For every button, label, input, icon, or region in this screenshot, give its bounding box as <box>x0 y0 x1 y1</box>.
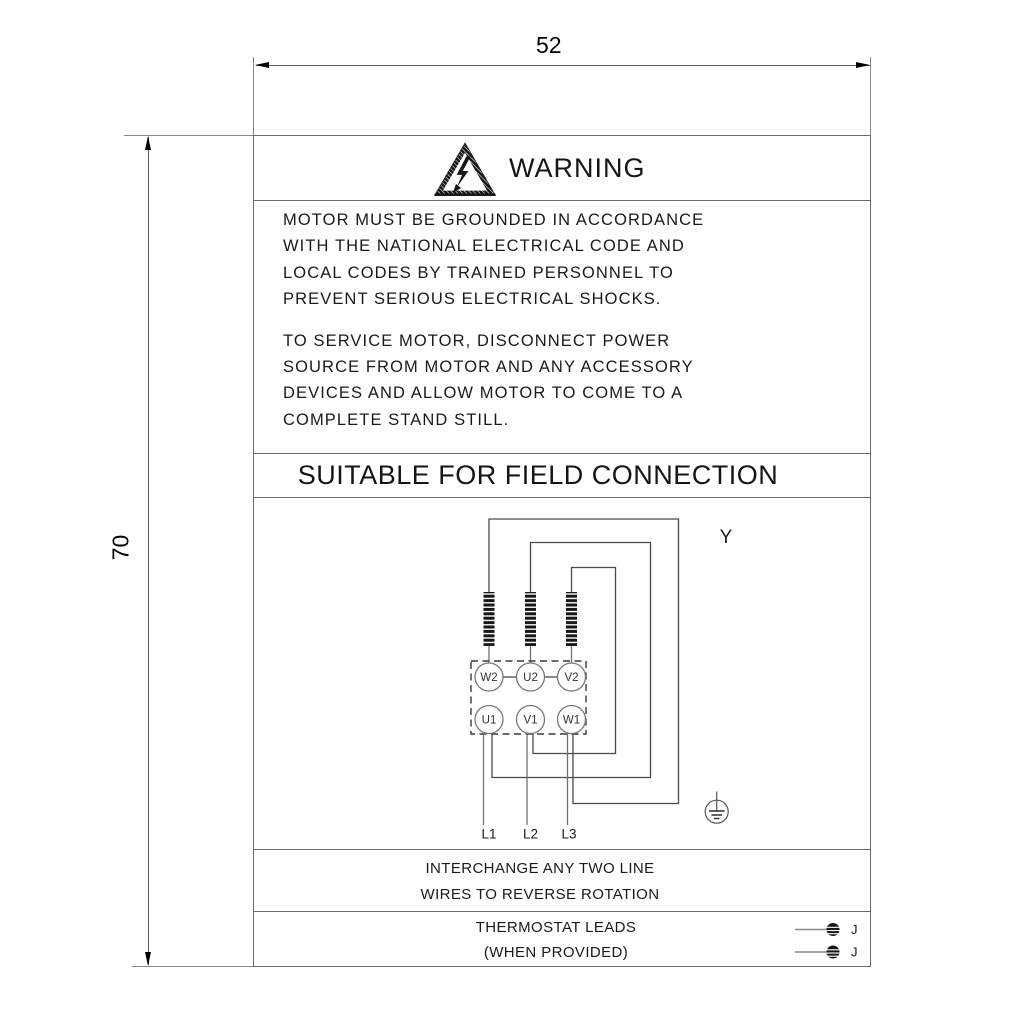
dimension-arrow-up-icon <box>145 136 151 150</box>
line-label-l2: L2 <box>522 826 539 842</box>
text-line: LOCAL CODES BY TRAINED PERSONNEL TO <box>283 263 674 282</box>
terminal-label-w1: W1 <box>562 714 581 727</box>
thermostat-lead-icon <box>795 922 858 937</box>
wiring-diagram-section <box>254 498 870 850</box>
thermostat-lead-icon <box>795 945 858 960</box>
line-label-l1: L1 <box>481 826 497 842</box>
terminal-label-v2: V2 <box>564 672 579 684</box>
electric-shock-warning-triangle-icon <box>433 142 497 197</box>
protective-earth-icon <box>705 792 728 824</box>
warning-title: WARNING <box>509 153 646 183</box>
text-line: MOTOR MUST BE GROUNDED IN ACCORDANCE <box>283 211 705 229</box>
text-line: SOURCE FROM MOTOR AND ANY ACCESSORY <box>283 357 694 376</box>
text-line: DEVICES AND ALLOW MOTOR TO COME TO A <box>283 384 684 403</box>
supply-line-leads <box>484 734 568 826</box>
wye-connection-diagram <box>254 498 870 849</box>
text-line: WITH THE NATIONAL ELECTRICAL CODE AND <box>283 237 685 256</box>
terminal-label-u1: U1 <box>481 714 497 727</box>
text-line: THERMOSTAT LEADS <box>475 919 637 936</box>
text-line: INTERCHANGE ANY TWO LINE <box>425 859 655 877</box>
width-dimension-line <box>256 65 870 66</box>
dimension-arrow-down-icon <box>145 952 151 966</box>
text-line: TO SERVICE MOTOR, DISCONNECT POWER <box>283 331 671 350</box>
connection-type-label: Y <box>719 527 733 548</box>
line-labels <box>481 827 576 842</box>
dimension-arrow-left-icon <box>255 62 269 68</box>
text-line: PREVENT SERIOUS ELECTRICAL SHOCKS. <box>283 289 662 308</box>
extension-line <box>124 135 254 136</box>
warning-body-section <box>254 201 870 454</box>
text-line: COMPLETE STAND STILL. <box>283 410 510 429</box>
terminal-label-w2: W2 <box>480 672 498 684</box>
field-connection-banner: SUITABLE FOR FIELD CONNECTION <box>254 454 870 498</box>
terminal-label-u2: U2 <box>523 672 538 684</box>
extension-line <box>870 57 871 135</box>
lead-label-j1: J <box>851 922 858 937</box>
grounding-paragraph <box>283 207 870 312</box>
lead-label-j2: J <box>851 944 858 960</box>
warning-header-section <box>254 136 870 201</box>
motor-winding-coil-icon <box>484 592 578 646</box>
rotation-note-section <box>254 850 870 912</box>
thermostat-note-section <box>254 912 870 966</box>
motor-warning-label <box>253 135 871 967</box>
text-line: WIRES TO REVERSE ROTATION <box>420 885 660 903</box>
service-paragraph <box>283 328 870 433</box>
height-dimension-line <box>148 137 149 965</box>
terminal-label-v1: V1 <box>523 714 538 727</box>
line-label-l3: L3 <box>561 826 577 842</box>
terminal-labels <box>480 672 580 727</box>
thermostat-leads-graphic <box>789 918 871 966</box>
extension-line <box>132 966 254 967</box>
extension-line <box>253 57 254 135</box>
text-line: (WHEN PROVIDED) <box>483 944 629 961</box>
width-dimension-value: 52 <box>536 32 562 58</box>
height-dimension-value: 70 <box>107 534 134 561</box>
dimension-arrow-right-icon <box>856 62 870 68</box>
